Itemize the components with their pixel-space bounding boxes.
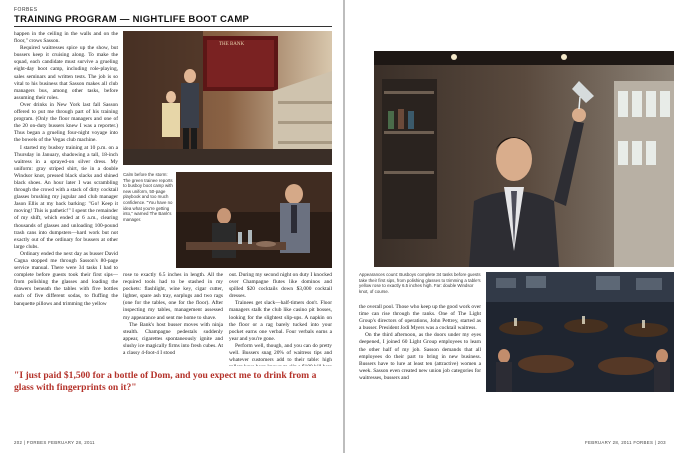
photo-busboy-doorway-image [123, 31, 332, 165]
paragraph: the overall pool. Those who keep up the good work over time can rise through the ranks. One of The Light Group's directors of operations, John Pettrey, started as a busser. President Jodi Myers was a cocktail waitress. [359, 304, 481, 332]
paragraph: Perform well, though, and you can do pretty well. Bussers snag 20% of waitress tips and whatever customers add to their table: high [229, 342, 332, 364]
paragraph: Ordinary ended the next day as busser David Cagna stopped me through Sasson's 80-page service manual. There were 34 tasks I had to complete before guests took their first sips—from polishing the glasses and loading the drawers beneath the tables with five bottles each of five different sodas, to fluffing the banquette pillows and trimming the yellow [14, 250, 118, 307]
text-column-1 [14, 31, 118, 366]
footer-left: 202 | FORBES FEBRUARY 28, 2011 [14, 440, 95, 445]
photo-bussers-table [176, 172, 332, 268]
photo-caption-small: Calm before the storm: The green trainee reports to busboy boot camp with new uniform, 50-page playbook and too much confidence. "You have no idea what you're getting into," warned The Bank's manager. [123, 172, 173, 222]
paragraph: rose to exactly 6.5 inches in length. All the required tools had to be stashed in my pockets: flashlight, wine key, cigar cutter, lighter, spare ash tray, earplugs and two rags (one for the tables, one for the floor). After inspecting my tables, management assessed my appearance and sent me home to shave. [123, 272, 223, 321]
footer-right: FEBRUARY 28, 2011 FORBES | 203 [585, 440, 666, 445]
article-header-title: TRAINING PROGRAM — NIGHTLIFE BOOT CAMP [14, 14, 250, 25]
paragraph: The Bank's host busser moves with ninja stealth. Champagne pedestals suddenly appear, cigarettes spontaneously ignite and slushy ice magically firms into fresh cubes. At a classy 4-foot-4 I stood [123, 321, 223, 357]
pull-quote: "I just paid $1,500 for a bottle of Dom, and you expect me to drink from a glass with fingerprints on it?" [14, 370, 317, 393]
text-column-3 [229, 272, 332, 366]
photo-caption-right: Appearances count: Busboys complete 34 tasks before guests take their first sips, from polishing glasses to trimming a table's yellow rose to exactly 6.5 inches high. Far: double Windsor knot, of course. [359, 272, 481, 294]
photo-club-floor-image [486, 272, 674, 392]
paragraph: Over drinks in New York last fall Sasson offered to put me through part of his training program. (Only the floor managers and one of the 20 on-duty bussers knew I was a reporter.) Thus began a grueling four-night voyage into the bowels of the Vegas club machine. [14, 101, 118, 144]
paragraph: On the third afternoon, as the doors under my eyes deepened, I joined 60 Light Group employees to learn the other half of my job. Sasson demands that all employees do their part to bring in new business. Bussers have to lure at least ten (attractive) women a week. Sasson even created new union job categories for waitresses, bussers and [359, 332, 481, 381]
header-rule [14, 26, 332, 27]
text-column-2 [123, 272, 223, 366]
right-page [345, 0, 688, 453]
paragraph: Required waitresses spice up the show, but bussers keep it cruising along. To make the squad, each candidate must survive a grueling eight-day boot camp, including role-playing, sales seminars and written tests. The job is so vital to his business that Sasson makes all club managers bus, among other tasks, before assuming their roles. [14, 45, 118, 101]
photo-club-floor [486, 272, 674, 392]
paragraph: I started my busboy training at 10 p.m. on a Thursday in January, shadowing a tall, 18-inch waitress in a sprayed-on silver dress. My uniform: gray striped shirt, tie in a double Windsor knot, pressed black slacks and shined black shoes. An hour later I was scrambling through the crowd with a stack of dirty cocktail glasses brushing my jugular and club manager Jason Ellis at my back barking: "Go! Keep it moving! This is pathetic!" I spent the remainder of my shift, which ended at 6 a.m., clearing thousands of glasses and unloading 100-pound trash cans into dumpsters—hard work but not exactly out of the ordinary for bussers at other large clubs. [14, 144, 118, 250]
paragraph: out. During my second night on duty I knocked over Champagne flutes like dominos and spilled $20 cocktails down $3,000 cocktail dresses. [229, 272, 332, 300]
left-page [0, 0, 343, 453]
section-kicker: FORBES [14, 7, 38, 13]
photo-busboy-inspecting-glass [374, 51, 674, 267]
photo-busboy-doorway [123, 31, 332, 165]
photo-bussers-table-image [176, 172, 332, 268]
the-bank-sign: THE BANK [219, 42, 245, 47]
paragraph: Trainees get slack—half-timers don't. Floor managers stalk the club like casino pit bosses, looking for the slightest slip-ups. A napkin on the floor or a rag barely tucked into your pocket earns one verbal. Four verbals earns a year and you're gone. [229, 300, 332, 342]
paragraph: happen in the ceiling in the walls and on the floor," crows Sasson. [14, 31, 118, 45]
text-column-right [359, 304, 481, 434]
photo-busboy-inspecting-glass-image [374, 51, 674, 267]
